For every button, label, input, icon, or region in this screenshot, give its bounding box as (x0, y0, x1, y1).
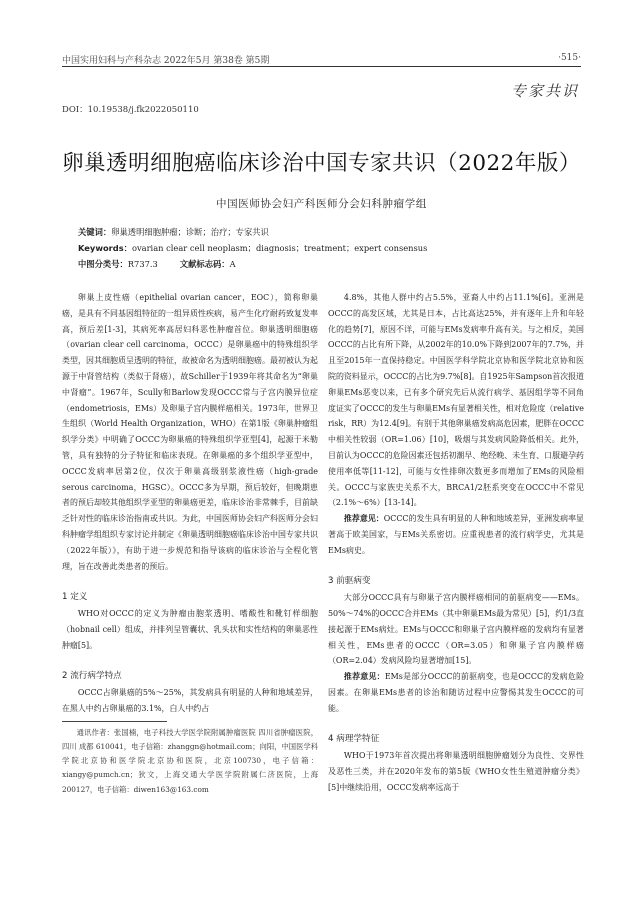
keywords-cn-value: 卵巢透明细胞肿瘤；诊断；治疗；专家共识 (111, 227, 269, 237)
document-code-value: A (229, 259, 236, 269)
definition-paragraph: WHO对OCCC的定义为肿瘤由胞浆透明、嗜酸性和靴钉样细胞（hobnail cell）组成，并排列呈管囊状、乳头状和实性结构的卵巢恶性肿瘤[5]。 (62, 608, 318, 650)
epidemiology-continued: 4.8%，其他人群中约占5.5%，亚裔人中约占11.1%[6]。亚洲是OCCC的高发区域，尤其是日本，占比高达25%，并有逐年上升和年轻化的趋势[7]，原因不详，可能与EMs发病率升高有关。与之相反，美国OCCC的占比有所下降，从2002年的10.0%下降到2007年的7.7%，并且至2015年一直保持稳定。中国医学科学院北京协和医学院北京协和医院的资料显示，OCCC的占比为9.7%[8]。自1925年Sampson首次报道卵巢EMs恶变以来，已有多个研究先后从流行病学、基因组学等不同角度证实了OCCC的发生与卵巢EMs有显著相关性，相对危险度（relative risk，RR）为12.4[9]。有别于其他卵巢癌发病高危因素，肥胖在OCCC中相关性较弱（OR=1.06）[10]，吸烟与其发病风险降低相关。此外，目前认为OCCC的危险因素还包括初潮早、绝经晚、未生育、口服避孕药使用率低等[11-12]，可能与女性排卵次数更多而增加了EMs的风险相关。OCCC与家族史关系不大，BRCA1/2胚系突变在OCCC中不常见（2.1%～6%）[13-14]。 (328, 293, 584, 508)
recommendation-label: 推荐意见： (343, 514, 384, 524)
left-column (62, 290, 318, 797)
recommendation-label: 推荐意见： (343, 672, 385, 682)
journal-info: 中国实用妇科与产科杂志 2022年5月 第38卷 第5期 (62, 56, 270, 66)
section-heading-pathology: 4 病理学特征 (328, 734, 380, 745)
classification-label: 中图分类号： (78, 259, 128, 269)
keywords-en-value: ovarian clear cell neoplasm；diagnosis；treatment；expert consensus (131, 243, 428, 253)
right-column (328, 290, 584, 796)
document-code-label: 文献标志码： (179, 259, 230, 269)
doi[interactable]: DOI：10.19538/j.fk2022050110 (62, 105, 199, 115)
author-group: 中国医师协会妇产科医师分会妇科肿瘤学组 (216, 198, 427, 210)
keywords-cn-label: 关键词： (78, 227, 112, 237)
section-heading-precursor: 3 前驱病变 (328, 576, 371, 587)
precursor-paragraph: 大部分OCCC具有与卵巢子宫内膜样癌相同的前驱病变——EMs。50%～74%的OCCC合并EMs（其中卵巢EMs最为常见）[5]，约1/3直接起源于EMs病灶。EMs与OCCC和卵巢子宫内膜样癌的发病均有显著相关性，EMs患者的OCCC（OR=3.05）和卵巢子宫内膜样癌（OR=2.04）发病风险均显著增加[15]。 (328, 593, 584, 666)
classification (78, 258, 573, 271)
intro-paragraph: 卵巢上皮性癌（epithelial ovarian cancer，EOC），简称卵巢癌，是具有不同基因组特征的一组异质性疾病，易产生化疗耐药致复发率高，预后差[1-3]，其病死率高居妇科恶性肿瘤首位。卵巢透明细胞癌（ovarian clear cell carcinoma，OCCC）是卵巢癌中的特殊组织学类型，因其细胞质呈透明的特征，故被命名为透明细胞癌。最初被认为起源于中肾管结构（类似于肾癌），故Schiller于1939年将其命名为“卵巢中肾瘤”。1967年，Scully和Barlow发现OCCC常与子宫内膜异位症（endometriosis，EMs）及卵巢子宫内膜样癌相关。1973年，世界卫生组织（World Health Organization，WHO）在第1版《卵巢肿瘤组织学分类》中明确了OCCC为卵巢癌的特殊组织学亚型[4]，起源于米勒管，具有独特的分子特征和临床表现。在卵巢癌的多个组织学亚型中，OCCC发病率居第2位，仅次于卵巢高级别浆液性癌（high-grade serous carcinoma，HGSC）。OCCC多为早期，预后较好，但晚期患者的预后却较其他组织学亚型的卵巢癌更差，临床诊治非常棘手，目前缺乏针对性的临床诊治指南或共识。为此，中国医师协会妇产科医师分会妇科肿瘤学组组织专家讨论并制定《卵巢透明细胞癌临床诊治中国专家共识（2022年版）》，有助于进一步规范和指导该病的临床诊治与全程化管理，旨在改善此类患者的预后。 (62, 293, 318, 571)
footnote-rule (62, 721, 167, 722)
page-number: ·515· (558, 53, 581, 63)
section-heading-definition: 1 定义 (62, 592, 88, 603)
keywords-en (78, 242, 573, 255)
header-rule (62, 66, 581, 67)
section-heading-epidemiology: 2 流行病学特点 (62, 671, 122, 682)
running-head (62, 53, 581, 66)
corresponding-author-footnote: 通讯作者：张国楠，电子科技大学医学院附属肿瘤医院 四川省肿瘤医院，四川 成都 610041，电子信箱：zhanggn@hotmail.com；向阳，中国医学科学院北京协和医学院北京协和医院，北京100730，电子信箱：xiangy@pumch.cn；狄文，上海交通大学医学院附属仁济医院，上海 200127，电子信箱：diwen163@163.com (62, 727, 318, 794)
epidemiology-paragraph: OCCC占卵巢癌的5%～25%，其发病具有明显的人种和地域差异，在黑人中约占卵巢癌的3.1%，白人中约占 (62, 687, 318, 713)
keywords-en-label: Keywords： (78, 243, 132, 253)
article-title: 卵巢透明细胞癌临床诊治中国专家共识（2022年版） (62, 151, 581, 176)
section-label: 专家共识 (510, 82, 579, 100)
pathology-paragraph: WHO于1973年首次提出将卵巢透明细胞肿瘤划分为良性、交界性及恶性三类，并在2020年发布的第5版《WHO女性生殖道肿瘤分类》[5]中继续沿用，OCCC发病率远高于 (328, 751, 584, 792)
keywords-cn (78, 226, 573, 239)
classification-value: R737.3 (127, 259, 158, 269)
recommendation-epidemiology: 推荐意见：OCCC的发生具有明显的人种和地域差异，亚洲发病率显著高于欧美国家，与EMs关系密切。应重视患者的流行病学史，尤其是EMs病史。 (328, 514, 584, 555)
recommendation-precursor: 推荐意见：EMs是部分OCCC的前驱病变，也是OCCC的发病危险因素。在卵巢EMs患者的诊治和随访过程中应警惕其发生OCCC的可能。 (328, 672, 585, 713)
